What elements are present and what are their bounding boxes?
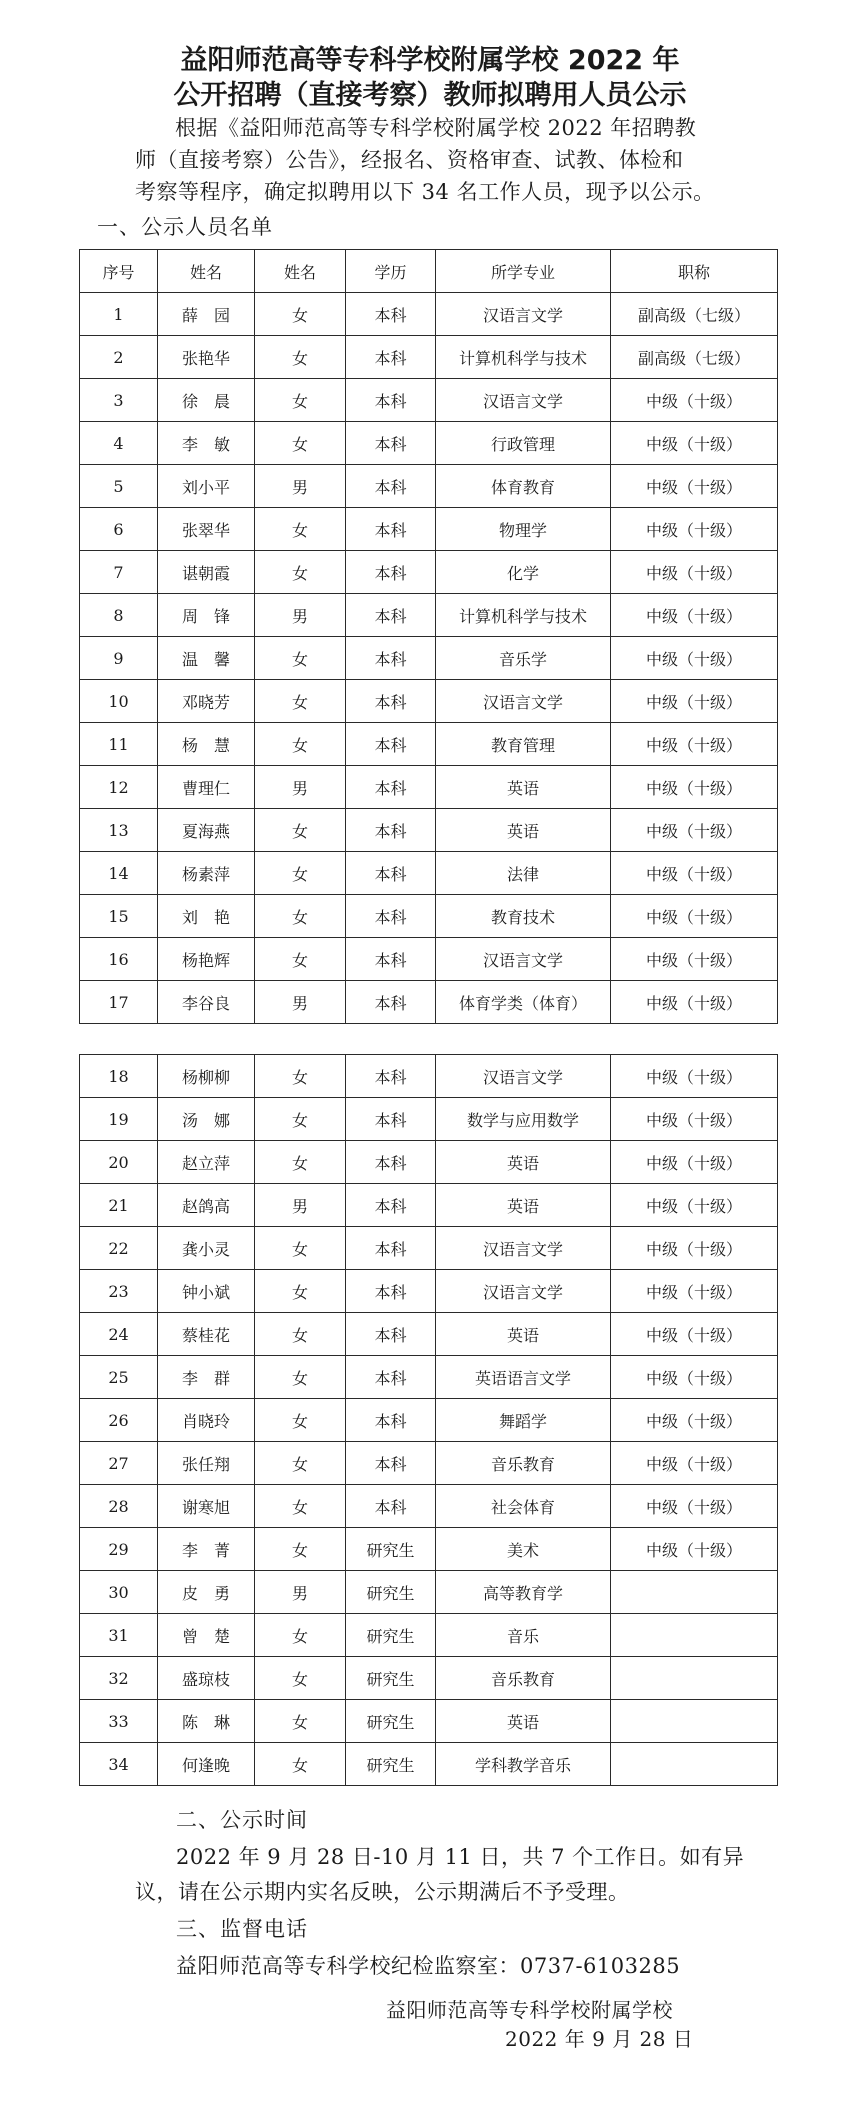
cell-index: 34 <box>80 1743 158 1786</box>
cell-major: 汉语言文学 <box>436 1270 611 1313</box>
cell-gender: 男 <box>255 594 346 637</box>
cell-education: 本科 <box>346 637 436 680</box>
cell-name: 李 群 <box>158 1356 255 1399</box>
cell-name: 张任翔 <box>158 1442 255 1485</box>
cell-name: 杨柳柳 <box>158 1055 255 1098</box>
table-row <box>80 1055 778 1098</box>
cell-gender: 女 <box>255 938 346 981</box>
header-index: 序号 <box>80 250 158 293</box>
cell-gender: 女 <box>255 723 346 766</box>
cell-name: 蔡桂花 <box>158 1313 255 1356</box>
table-row <box>80 1184 778 1227</box>
table-row <box>80 852 778 895</box>
cell-title: 中级（十级） <box>611 1313 778 1356</box>
cell-major: 英语 <box>436 1700 611 1743</box>
cell-gender: 女 <box>255 1657 346 1700</box>
cell-education: 本科 <box>346 551 436 594</box>
cell-education: 研究生 <box>346 1743 436 1786</box>
cell-education: 研究生 <box>346 1614 436 1657</box>
cell-title: 中级（十级） <box>611 551 778 594</box>
cell-name: 邓晓芳 <box>158 680 255 723</box>
cell-major: 汉语言文学 <box>436 680 611 723</box>
table-row <box>80 1657 778 1700</box>
cell-index: 3 <box>80 379 158 422</box>
cell-title: 中级（十级） <box>611 508 778 551</box>
cell-name: 赵鸽高 <box>158 1184 255 1227</box>
cell-gender: 女 <box>255 1227 346 1270</box>
table-row <box>80 895 778 938</box>
cell-major: 英语 <box>436 766 611 809</box>
cell-title <box>611 1614 778 1657</box>
cell-title: 中级（十级） <box>611 1098 778 1141</box>
cell-education: 本科 <box>346 766 436 809</box>
cell-education: 本科 <box>346 1227 436 1270</box>
table-row <box>80 1270 778 1313</box>
cell-name: 汤 娜 <box>158 1098 255 1141</box>
table-row <box>80 809 778 852</box>
table-row <box>80 981 778 1024</box>
cell-gender: 女 <box>255 336 346 379</box>
cell-major: 学科教学音乐 <box>436 1743 611 1786</box>
cell-index: 10 <box>80 680 158 723</box>
cell-education: 研究生 <box>346 1700 436 1743</box>
table-row <box>80 1743 778 1786</box>
cell-major: 计算机科学与技术 <box>436 594 611 637</box>
cell-education: 本科 <box>346 680 436 723</box>
cell-index: 28 <box>80 1485 158 1528</box>
cell-index: 21 <box>80 1184 158 1227</box>
document-title-line-2: 公开招聘（直接考察）教师拟聘用人员公示 <box>173 80 687 111</box>
cell-index: 18 <box>80 1055 158 1098</box>
cell-name: 徐 晨 <box>158 379 255 422</box>
cell-major: 汉语言文学 <box>436 938 611 981</box>
cell-title: 中级（十级） <box>611 1141 778 1184</box>
section-1-heading: 一、公示人员名单 <box>97 215 273 239</box>
cell-major: 体育教育 <box>436 465 611 508</box>
cell-gender: 女 <box>255 1098 346 1141</box>
cell-gender: 女 <box>255 1485 346 1528</box>
table-row <box>80 1485 778 1528</box>
cell-major: 音乐 <box>436 1614 611 1657</box>
cell-title: 中级（十级） <box>611 379 778 422</box>
cell-education: 本科 <box>346 981 436 1024</box>
cell-title: 中级（十级） <box>611 766 778 809</box>
cell-title: 中级（十级） <box>611 723 778 766</box>
cell-major: 音乐学 <box>436 637 611 680</box>
document-title-line-1: 益阳师范高等专科学校附属学校 2022 年 <box>180 45 680 76</box>
table-row <box>80 508 778 551</box>
cell-title: 中级（十级） <box>611 465 778 508</box>
cell-major: 汉语言文学 <box>436 1055 611 1098</box>
table-row <box>80 1700 778 1743</box>
cell-name: 杨 慧 <box>158 723 255 766</box>
header-education: 学历 <box>346 250 436 293</box>
cell-index: 20 <box>80 1141 158 1184</box>
header-name: 姓名 <box>158 250 255 293</box>
cell-education: 本科 <box>346 293 436 336</box>
cell-title <box>611 1657 778 1700</box>
cell-gender: 女 <box>255 1700 346 1743</box>
table-row <box>80 293 778 336</box>
cell-name: 何逢晚 <box>158 1743 255 1786</box>
cell-education: 本科 <box>346 422 436 465</box>
table-row <box>80 1399 778 1442</box>
cell-title: 中级（十级） <box>611 1399 778 1442</box>
cell-gender: 男 <box>255 981 346 1024</box>
cell-gender: 女 <box>255 1313 346 1356</box>
cell-gender: 女 <box>255 1356 346 1399</box>
cell-gender: 女 <box>255 422 346 465</box>
cell-major: 社会体育 <box>436 1485 611 1528</box>
cell-gender: 女 <box>255 551 346 594</box>
cell-title: 中级（十级） <box>611 1442 778 1485</box>
cell-title: 副高级（七级） <box>611 293 778 336</box>
table-row <box>80 1356 778 1399</box>
cell-gender: 女 <box>255 1528 346 1571</box>
table-row <box>80 1528 778 1571</box>
notice-period-line-1: 2022 年 9 月 28 日-10 月 11 日，共 7 个工作日。如有异 <box>176 1845 745 1869</box>
supervision-phone-line: 益阳师范高等专科学校纪检监察室：0737-6103285 <box>176 1954 681 1978</box>
cell-index: 12 <box>80 766 158 809</box>
table-row <box>80 938 778 981</box>
cell-gender: 女 <box>255 637 346 680</box>
cell-major: 英语 <box>436 1184 611 1227</box>
cell-education: 本科 <box>346 1399 436 1442</box>
cell-major: 体育学类（体育） <box>436 981 611 1024</box>
cell-major: 英语语言文学 <box>436 1356 611 1399</box>
cell-education: 本科 <box>346 1270 436 1313</box>
cell-education: 研究生 <box>346 1571 436 1614</box>
header-major: 所学专业 <box>436 250 611 293</box>
table-row <box>80 1141 778 1184</box>
cell-gender: 女 <box>255 1743 346 1786</box>
cell-name: 温 馨 <box>158 637 255 680</box>
cell-gender: 女 <box>255 852 346 895</box>
cell-title: 中级（十级） <box>611 680 778 723</box>
cell-title: 中级（十级） <box>611 938 778 981</box>
cell-name: 李谷良 <box>158 981 255 1024</box>
cell-education: 本科 <box>346 508 436 551</box>
cell-major: 英语 <box>436 1141 611 1184</box>
table-header-row <box>80 250 778 293</box>
cell-name: 盛琼枝 <box>158 1657 255 1700</box>
cell-name: 夏海燕 <box>158 809 255 852</box>
cell-major: 教育技术 <box>436 895 611 938</box>
cell-title: 中级（十级） <box>611 1485 778 1528</box>
cell-title: 中级（十级） <box>611 637 778 680</box>
cell-index: 14 <box>80 852 158 895</box>
cell-title: 中级（十级） <box>611 852 778 895</box>
cell-index: 25 <box>80 1356 158 1399</box>
cell-major: 化学 <box>436 551 611 594</box>
cell-gender: 女 <box>255 1399 346 1442</box>
cell-major: 汉语言文学 <box>436 1227 611 1270</box>
cell-major: 行政管理 <box>436 422 611 465</box>
section-2-heading: 二、公示时间 <box>176 1808 308 1832</box>
cell-gender: 女 <box>255 809 346 852</box>
cell-title: 副高级（七级） <box>611 336 778 379</box>
cell-gender: 女 <box>255 1055 346 1098</box>
cell-education: 本科 <box>346 852 436 895</box>
cell-gender: 女 <box>255 680 346 723</box>
table-row <box>80 465 778 508</box>
cell-name: 张艳华 <box>158 336 255 379</box>
header-gender: 姓名 <box>255 250 346 293</box>
cell-title: 中级（十级） <box>611 1227 778 1270</box>
cell-gender: 女 <box>255 1442 346 1485</box>
intro-paragraph <box>135 112 735 208</box>
cell-index: 2 <box>80 336 158 379</box>
cell-name: 赵立萍 <box>158 1141 255 1184</box>
cell-title <box>611 1743 778 1786</box>
cell-major: 美术 <box>436 1528 611 1571</box>
cell-index: 29 <box>80 1528 158 1571</box>
cell-education: 本科 <box>346 594 436 637</box>
cell-title: 中级（十级） <box>611 422 778 465</box>
cell-education: 本科 <box>346 723 436 766</box>
table-row <box>80 1313 778 1356</box>
cell-index: 8 <box>80 594 158 637</box>
table-row <box>80 637 778 680</box>
table-row <box>80 551 778 594</box>
cell-title: 中级（十级） <box>611 895 778 938</box>
cell-education: 本科 <box>346 1485 436 1528</box>
cell-education: 本科 <box>346 1141 436 1184</box>
cell-education: 研究生 <box>346 1528 436 1571</box>
section-3-heading: 三、监督电话 <box>176 1917 308 1941</box>
cell-major: 音乐教育 <box>436 1657 611 1700</box>
cell-index: 15 <box>80 895 158 938</box>
cell-title: 中级（十级） <box>611 594 778 637</box>
cell-major: 英语 <box>436 809 611 852</box>
cell-index: 5 <box>80 465 158 508</box>
cell-education: 本科 <box>346 1055 436 1098</box>
cell-gender: 女 <box>255 379 346 422</box>
cell-major: 汉语言文学 <box>436 379 611 422</box>
cell-title <box>611 1571 778 1614</box>
table-row <box>80 336 778 379</box>
cell-major: 教育管理 <box>436 723 611 766</box>
cell-major: 舞蹈学 <box>436 1399 611 1442</box>
cell-index: 26 <box>80 1399 158 1442</box>
cell-index: 32 <box>80 1657 158 1700</box>
cell-major: 法律 <box>436 852 611 895</box>
cell-gender: 女 <box>255 1141 346 1184</box>
table-row <box>80 379 778 422</box>
cell-education: 研究生 <box>346 1657 436 1700</box>
cell-gender: 女 <box>255 293 346 336</box>
cell-major: 音乐教育 <box>436 1442 611 1485</box>
signature-date: 2022 年 9 月 28 日 <box>505 2027 694 2051</box>
cell-major: 汉语言文学 <box>436 293 611 336</box>
cell-major: 物理学 <box>436 508 611 551</box>
table-row <box>80 680 778 723</box>
cell-name: 皮 勇 <box>158 1571 255 1614</box>
cell-index: 19 <box>80 1098 158 1141</box>
personnel-table-part-1 <box>79 249 778 1024</box>
cell-index: 4 <box>80 422 158 465</box>
cell-index: 17 <box>80 981 158 1024</box>
cell-major: 英语 <box>436 1313 611 1356</box>
cell-education: 本科 <box>346 1098 436 1141</box>
cell-gender: 男 <box>255 465 346 508</box>
table-row <box>80 1227 778 1270</box>
cell-title: 中级（十级） <box>611 809 778 852</box>
cell-major: 计算机科学与技术 <box>436 336 611 379</box>
cell-gender: 女 <box>255 895 346 938</box>
cell-name: 杨艳辉 <box>158 938 255 981</box>
cell-gender: 男 <box>255 1571 346 1614</box>
cell-index: 7 <box>80 551 158 594</box>
cell-education: 本科 <box>346 895 436 938</box>
cell-gender: 男 <box>255 766 346 809</box>
cell-name: 杨素萍 <box>158 852 255 895</box>
table-row <box>80 1442 778 1485</box>
table-row <box>80 723 778 766</box>
table-row <box>80 766 778 809</box>
cell-index: 6 <box>80 508 158 551</box>
cell-index: 22 <box>80 1227 158 1270</box>
cell-major: 高等教育学 <box>436 1571 611 1614</box>
cell-title: 中级（十级） <box>611 1055 778 1098</box>
table-row <box>80 1614 778 1657</box>
cell-title <box>611 1700 778 1743</box>
cell-title: 中级（十级） <box>611 1528 778 1571</box>
cell-gender: 女 <box>255 1614 346 1657</box>
table-row <box>80 1571 778 1614</box>
signature-organization: 益阳师范高等专科学校附属学校 <box>386 1998 673 2022</box>
table-row <box>80 594 778 637</box>
cell-name: 刘 艳 <box>158 895 255 938</box>
cell-index: 16 <box>80 938 158 981</box>
cell-name: 曹理仁 <box>158 766 255 809</box>
cell-name: 陈 琳 <box>158 1700 255 1743</box>
cell-index: 27 <box>80 1442 158 1485</box>
cell-index: 11 <box>80 723 158 766</box>
cell-title: 中级（十级） <box>611 1270 778 1313</box>
cell-education: 本科 <box>346 379 436 422</box>
cell-name: 钟小斌 <box>158 1270 255 1313</box>
cell-education: 本科 <box>346 1313 436 1356</box>
cell-name: 李 菁 <box>158 1528 255 1571</box>
cell-gender: 男 <box>255 1184 346 1227</box>
cell-education: 本科 <box>346 1442 436 1485</box>
cell-index: 13 <box>80 809 158 852</box>
intro-line-1: 根据《益阳师范高等专科学校附属学校 2022 年招聘教 <box>175 116 697 140</box>
cell-education: 本科 <box>346 1356 436 1399</box>
cell-name: 谢寒旭 <box>158 1485 255 1528</box>
personnel-table-part-2 <box>79 1054 778 1786</box>
cell-title: 中级（十级） <box>611 1356 778 1399</box>
cell-name: 肖晓玲 <box>158 1399 255 1442</box>
cell-major: 数学与应用数学 <box>436 1098 611 1141</box>
cell-title: 中级（十级） <box>611 1184 778 1227</box>
cell-index: 23 <box>80 1270 158 1313</box>
cell-index: 30 <box>80 1571 158 1614</box>
cell-education: 本科 <box>346 938 436 981</box>
table-row <box>80 422 778 465</box>
cell-education: 本科 <box>346 336 436 379</box>
intro-line-3: 考察等程序，确定拟聘用以下 34 名工作人员，现予以公示。 <box>135 180 715 204</box>
cell-name: 谌朝霞 <box>158 551 255 594</box>
intro-line-2: 师（直接考察）公告》，经报名、资格审查、试教、体检和 <box>135 148 684 172</box>
cell-name: 张翠华 <box>158 508 255 551</box>
table-row <box>80 1098 778 1141</box>
cell-name: 龚小灵 <box>158 1227 255 1270</box>
header-title: 职称 <box>611 250 778 293</box>
cell-name: 李 敏 <box>158 422 255 465</box>
cell-title: 中级（十级） <box>611 981 778 1024</box>
cell-education: 本科 <box>346 1184 436 1227</box>
cell-name: 刘小平 <box>158 465 255 508</box>
cell-name: 曾 楚 <box>158 1614 255 1657</box>
cell-education: 本科 <box>346 809 436 852</box>
cell-index: 31 <box>80 1614 158 1657</box>
cell-name: 薛 园 <box>158 293 255 336</box>
cell-index: 1 <box>80 293 158 336</box>
cell-gender: 女 <box>255 1270 346 1313</box>
cell-index: 24 <box>80 1313 158 1356</box>
notice-period-line-2: 议，请在公示期内实名反映，公示期满后不予受理。 <box>135 1880 630 1904</box>
cell-name: 周 锋 <box>158 594 255 637</box>
cell-index: 33 <box>80 1700 158 1743</box>
cell-gender: 女 <box>255 508 346 551</box>
cell-index: 9 <box>80 637 158 680</box>
cell-education: 本科 <box>346 465 436 508</box>
